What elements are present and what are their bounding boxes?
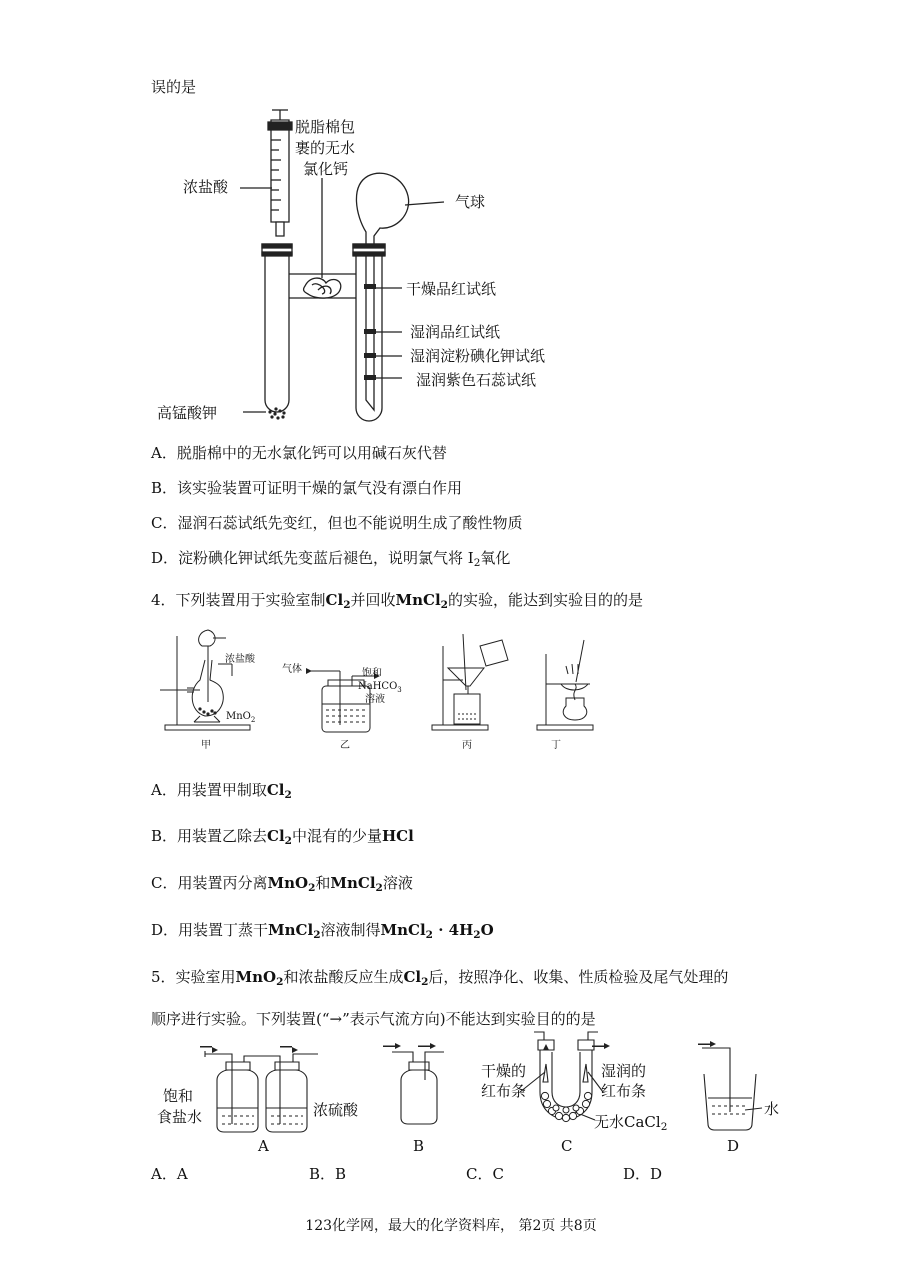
- page-footer: 123化学网，最大的化学资料库， 第2页 共8页: [305, 1218, 597, 1234]
- q4-c-sub1: 2: [308, 882, 316, 894]
- q5-caption-d: D: [727, 1137, 740, 1155]
- dry-red-paper-label: 干燥品红试纸: [406, 280, 497, 298]
- q4-a-cl: Cl: [266, 781, 285, 799]
- q4-c-text: C．用装置丙分离: [151, 874, 268, 892]
- q5-option-a: A．A: [151, 1165, 188, 1183]
- q5-line1-b: 和浓盐酸反应生成: [283, 968, 404, 986]
- q4-stem-mncl2: MnCl: [395, 591, 441, 609]
- q4-d-mncl: MnCl: [268, 921, 314, 939]
- q5-line1-cl: Cl: [403, 968, 422, 986]
- q5-option-d: D．D: [623, 1165, 663, 1183]
- q5-saturated-label: 饱和: [163, 1087, 194, 1105]
- q4-b-hcl: HCl: [382, 827, 414, 845]
- caption-ding: 丁: [551, 740, 561, 751]
- yi-nahco3-text: NaHCO: [358, 681, 398, 692]
- jia-mno2-text: MnO: [226, 711, 251, 722]
- q4-c-mncl: MnCl: [330, 874, 376, 892]
- q5-line1-c: 后，按照净化、收集、性质检验及尾气处理的: [428, 968, 729, 986]
- q3-option-d-text: D．淀粉碘化钾试纸先变蓝后褪色，说明氯气将: [151, 549, 468, 567]
- q4-a-sub: 2: [284, 789, 292, 801]
- caption-yi: 乙: [340, 740, 350, 751]
- q4-c-tail: 溶液: [382, 874, 413, 892]
- q4-d-text: D．用装置丁蒸干: [151, 921, 269, 939]
- q5-line1-a: 5．实验室用: [151, 968, 236, 986]
- q4-a-text: A．用装置甲制取: [151, 781, 267, 799]
- kmno4-label: 高锰酸钾: [157, 404, 218, 422]
- q4-d-sub2: 2: [425, 929, 433, 941]
- q5-dry-cloth-line1: 干燥的: [481, 1062, 527, 1080]
- wet-red-paper-label: 湿润品红试纸: [410, 323, 501, 341]
- q5-line1-mno2: MnO: [235, 968, 277, 986]
- q4-c-and: 和: [315, 874, 331, 892]
- q5-cacl2-label: [594, 1113, 667, 1131]
- q5-wet-cloth-line2: 红布条: [601, 1082, 647, 1100]
- q4-stem-part2: 并回收: [350, 591, 396, 609]
- caption-bing: 丙: [462, 740, 472, 751]
- syringe-label: 浓盐酸: [183, 178, 229, 196]
- q5-cacl2-text: 无水CaCl: [594, 1113, 661, 1131]
- q4-stem-part3: 的实验，能达到实验目的的是: [447, 591, 643, 609]
- q3-option-d-sub: 2: [473, 557, 481, 569]
- q5-wet-cloth-line1: 湿润的: [601, 1062, 647, 1080]
- cotton-label-line2: 裹的无水: [295, 139, 356, 157]
- q4-c-mno2: MnO: [267, 874, 309, 892]
- q3-stem-tail: 误的是: [151, 78, 197, 96]
- q4-stem-cl2: Cl: [325, 591, 344, 609]
- balloon-label: 气球: [455, 193, 486, 211]
- q3-option-b: B．该实验装置可证明干燥的氯气没有漂白作用: [151, 479, 463, 497]
- q5-brine-label: 食盐水: [157, 1108, 203, 1126]
- q5-cacl2-sub: 2: [660, 1121, 668, 1133]
- q5-caption-a: A: [258, 1137, 269, 1155]
- yi-nahco3-sub: 3: [397, 686, 402, 694]
- q4-stem-mncl2-sub: 2: [440, 599, 448, 611]
- q5-caption-c: C: [561, 1137, 573, 1155]
- cotton-label-line3: 氯化钙: [303, 160, 349, 178]
- wet-starch-paper-label: 湿润淀粉碘化钾试纸: [410, 347, 546, 365]
- q5-dry-cloth-line2: 红布条: [481, 1082, 527, 1100]
- q4-d-hydrate: · 4H: [432, 921, 474, 939]
- q4-stem-part1: 4．下列装置用于实验室制: [151, 591, 326, 609]
- yi-solution-label: 溶液: [365, 694, 385, 705]
- cotton-label-line1: 脱脂棉包: [295, 118, 356, 136]
- q4-b-mid: 中混有的少量: [291, 827, 382, 845]
- q4-d-mncl2: MnCl: [380, 921, 426, 939]
- q5-option-b: B．B: [309, 1165, 347, 1183]
- yi-saturated-label: 饱和: [362, 668, 382, 679]
- jia-mno2-sub: 2: [250, 716, 256, 724]
- q3-option-c: C．湿润石蕊试纸先变红，但也不能说明生成了酸性物质: [151, 514, 523, 532]
- q5-line1-sub1: 2: [276, 976, 284, 988]
- q5-option-c: C．C: [466, 1165, 504, 1183]
- q3-option-d-tail: 氧化: [480, 549, 511, 567]
- q5-h2so4-label: 浓硫酸: [313, 1101, 359, 1119]
- q3-option-a: A．脱脂棉中的无水氯化钙可以用碱石灰代替: [151, 444, 447, 462]
- q3-option-d-i: I: [467, 549, 474, 567]
- q4-b-text: B．用装置乙除去: [151, 827, 268, 845]
- q4-d-o: O: [480, 921, 494, 939]
- q4-d-sub1: 2: [313, 929, 321, 941]
- q5-water-label: 水: [764, 1100, 780, 1118]
- yi-gas-label: 气体: [282, 664, 302, 675]
- caption-jia: 甲: [201, 740, 211, 751]
- q4-d-sub3: 2: [473, 929, 481, 941]
- q5-caption-b: B: [413, 1137, 425, 1155]
- q4-c-sub2: 2: [375, 882, 383, 894]
- q4-stem-cl2-sub: 2: [343, 599, 351, 611]
- q4-b-cl: Cl: [267, 827, 285, 845]
- q5-stem-line2: 顺序进行实验。下列装置(“→”表示气流方向)不能达到实验目的的是: [151, 1010, 596, 1028]
- q5-line1-sub2: 2: [421, 976, 429, 988]
- wet-litmus-paper-label: 湿润紫色石蕊试纸: [416, 371, 537, 389]
- q4-d-mid: 溶液制得: [320, 921, 381, 939]
- q4-b-sub: 2: [284, 835, 292, 847]
- jia-acid-label: 浓盐酸: [225, 654, 255, 665]
